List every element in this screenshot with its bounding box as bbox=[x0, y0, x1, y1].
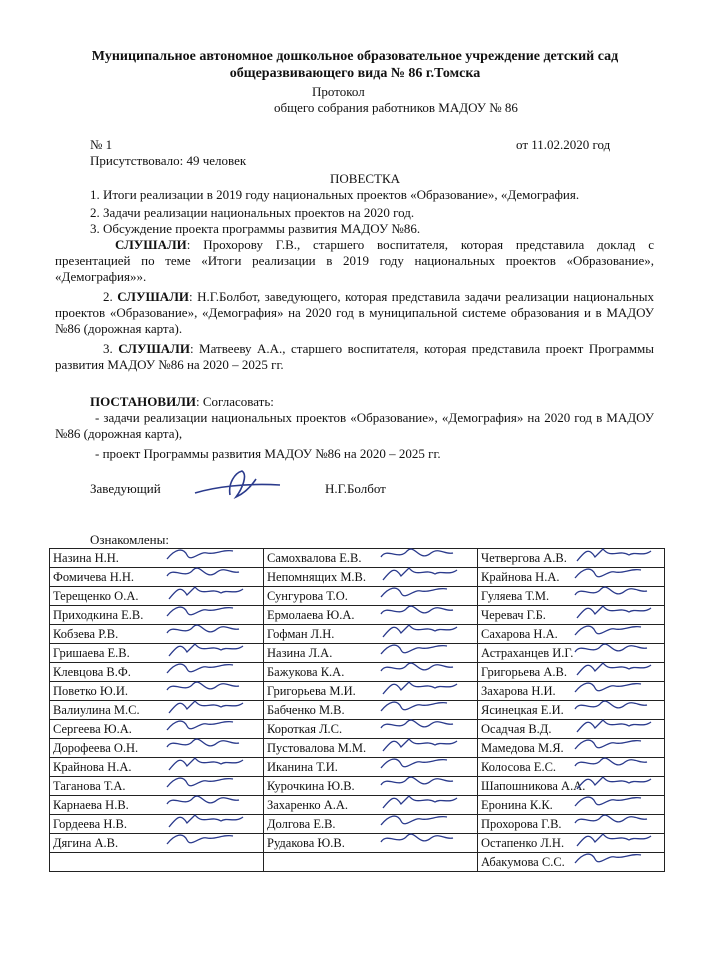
staff-name: Валиулина М.С. bbox=[53, 702, 140, 717]
staff-cell bbox=[264, 682, 478, 701]
staff-cell bbox=[478, 815, 665, 834]
handwritten-signature-icon bbox=[379, 792, 459, 814]
staff-signature-table bbox=[49, 548, 665, 872]
handwritten-signature-icon bbox=[573, 792, 653, 814]
staff-name: Шапошникова А.А. bbox=[481, 778, 586, 793]
staff-cell bbox=[264, 834, 478, 853]
acquainted-label: Ознакомлены: bbox=[90, 532, 169, 547]
handwritten-signature-icon bbox=[165, 754, 245, 776]
staff-name: Абакумова С.С. bbox=[481, 854, 565, 869]
agenda-title: ПОВЕСТКА bbox=[330, 171, 401, 186]
staff-cell bbox=[50, 663, 264, 682]
staff-cell bbox=[264, 568, 478, 587]
staff-name: Сахарова Н.А. bbox=[481, 626, 558, 641]
staff-name: Таганова Т.А. bbox=[53, 778, 126, 793]
staff-name: Кобзева Р.В. bbox=[53, 626, 119, 641]
handwritten-signature-icon bbox=[165, 811, 245, 833]
handwritten-signature-icon bbox=[573, 678, 653, 700]
staff-cell bbox=[264, 815, 478, 834]
handwritten-signature-icon bbox=[379, 659, 459, 681]
staff-name: Короткая Л.С. bbox=[267, 721, 343, 736]
staff-cell bbox=[264, 606, 478, 625]
handwritten-signature-icon bbox=[573, 697, 653, 719]
staff-cell bbox=[478, 568, 665, 587]
staff-cell bbox=[50, 568, 264, 587]
table-row bbox=[50, 815, 665, 834]
staff-cell bbox=[264, 587, 478, 606]
staff-name: Долгова Е.В. bbox=[267, 816, 336, 831]
staff-name: Сергеева Ю.А. bbox=[53, 721, 132, 736]
handwritten-signature-icon bbox=[379, 697, 459, 719]
staff-name: Гофман Л.Н. bbox=[267, 626, 335, 641]
staff-cell bbox=[264, 644, 478, 663]
staff-cell bbox=[264, 663, 478, 682]
staff-name: Черевач Г.Б. bbox=[481, 607, 546, 622]
handwritten-signature-icon bbox=[573, 811, 653, 833]
staff-name: Самохвалова Е.В. bbox=[267, 550, 362, 565]
handwritten-signature-icon bbox=[165, 602, 245, 624]
handwritten-signature-icon bbox=[573, 849, 653, 871]
staff-name: Непомнящих М.В. bbox=[267, 569, 367, 584]
staff-name: Поветко Ю.И. bbox=[53, 683, 129, 698]
staff-name: Захаренко А.А. bbox=[267, 797, 349, 812]
handwritten-signature-icon bbox=[165, 792, 245, 814]
staff-name: Клевцова В.Ф. bbox=[53, 664, 131, 679]
staff-cell bbox=[478, 739, 665, 758]
staff-cell bbox=[50, 720, 264, 739]
resolved-item: - задачи реализации национальных проектов «Образование», «Демография» на 2020 год в МАДОУ №86 (дорожная карта), bbox=[55, 410, 654, 441]
handwritten-signature-icon bbox=[165, 830, 245, 852]
staff-cell bbox=[50, 796, 264, 815]
staff-cell bbox=[264, 720, 478, 739]
staff-cell bbox=[264, 701, 478, 720]
handwritten-signature-icon bbox=[379, 811, 459, 833]
handwritten-signature-icon bbox=[165, 564, 245, 586]
staff-name: Терещенко О.А. bbox=[53, 588, 139, 603]
staff-cell bbox=[50, 587, 264, 606]
staff-name: Карнаева Н.В. bbox=[53, 797, 129, 812]
handwritten-signature-icon bbox=[165, 640, 245, 662]
table-row bbox=[50, 587, 665, 606]
handwritten-signature-icon bbox=[379, 678, 459, 700]
handwritten-signature-icon bbox=[573, 735, 653, 757]
protocol-date: от 11.02.2020 год bbox=[516, 137, 611, 152]
handwritten-signature-icon bbox=[379, 583, 459, 605]
staff-name: Осадчая В.Д. bbox=[481, 721, 552, 736]
staff-cell bbox=[478, 758, 665, 777]
staff-name: Ермолаева Ю.А. bbox=[267, 607, 355, 622]
institution-name-line2: общеразвивающего вида № 86 г.Томска bbox=[229, 66, 481, 81]
head-role: Заведующий bbox=[90, 481, 161, 496]
staff-cell bbox=[50, 549, 264, 568]
handwritten-signature-icon bbox=[379, 545, 459, 567]
handwritten-signature-icon bbox=[573, 754, 653, 776]
staff-name: Захарова Н.И. bbox=[481, 683, 556, 698]
table-row bbox=[50, 625, 665, 644]
protocol-subtitle: общего собрания работников МАДОУ № 86 bbox=[274, 100, 518, 115]
table-row bbox=[50, 777, 665, 796]
handwritten-signature-icon bbox=[573, 564, 653, 586]
staff-cell bbox=[478, 853, 665, 872]
staff-cell bbox=[264, 796, 478, 815]
staff-cell bbox=[478, 644, 665, 663]
staff-cell bbox=[478, 777, 665, 796]
table-row bbox=[50, 663, 665, 682]
staff-name: Еронина К.К. bbox=[481, 797, 553, 812]
handwritten-signature-icon bbox=[379, 564, 459, 586]
handwritten-signature-icon bbox=[165, 621, 245, 643]
table-row bbox=[50, 701, 665, 720]
staff-name: Дорофеева О.Н. bbox=[53, 740, 139, 755]
staff-name: Назина Н.Н. bbox=[53, 550, 119, 565]
handwritten-signature-icon bbox=[379, 716, 459, 738]
staff-cell bbox=[478, 663, 665, 682]
staff-name: Крайнова Н.А. bbox=[53, 759, 132, 774]
table-row bbox=[50, 568, 665, 587]
staff-cell bbox=[50, 758, 264, 777]
attendance: Присутствовало: 49 человек bbox=[90, 153, 247, 168]
table-row bbox=[50, 758, 665, 777]
resolved-heading: ПОСТАНОВИЛИ: Согласовать: bbox=[90, 394, 274, 409]
handwritten-signature-icon bbox=[165, 735, 245, 757]
staff-name: Гордеева Н.В. bbox=[53, 816, 127, 831]
staff-name: Гришаева Е.В. bbox=[53, 645, 130, 660]
table-row bbox=[50, 682, 665, 701]
heard-label: СЛУШАЛИ bbox=[118, 341, 190, 356]
staff-cell bbox=[50, 777, 264, 796]
staff-name: Назина Л.А. bbox=[267, 645, 333, 660]
table-row bbox=[50, 853, 665, 872]
staff-name: Колосова Е.С. bbox=[481, 759, 557, 774]
staff-name: Григорьева М.И. bbox=[267, 683, 356, 698]
table-row bbox=[50, 796, 665, 815]
handwritten-signature-icon bbox=[379, 602, 459, 624]
handwritten-signature-icon bbox=[573, 716, 653, 738]
staff-cell bbox=[50, 701, 264, 720]
staff-cell bbox=[478, 587, 665, 606]
handwritten-signature-icon bbox=[573, 659, 653, 681]
handwritten-signature-icon bbox=[379, 773, 459, 795]
staff-name: Бажукова К.А. bbox=[267, 664, 345, 679]
handwritten-signature-icon bbox=[573, 621, 653, 643]
staff-cell bbox=[478, 625, 665, 644]
staff-name: Фомичева Н.Н. bbox=[53, 569, 135, 584]
handwritten-signature-icon bbox=[573, 830, 653, 852]
staff-name: Рудакова Ю.В. bbox=[267, 835, 345, 850]
handwritten-signature-icon bbox=[165, 697, 245, 719]
handwritten-signature-icon bbox=[379, 754, 459, 776]
staff-cell bbox=[50, 682, 264, 701]
table-row bbox=[50, 739, 665, 758]
protocol-title: Протокол bbox=[312, 84, 365, 99]
handwritten-signature-icon bbox=[379, 621, 459, 643]
staff-name: Бабченко М.В. bbox=[267, 702, 345, 717]
table-row bbox=[50, 834, 665, 853]
handwritten-signature-icon bbox=[165, 678, 245, 700]
staff-cell bbox=[264, 777, 478, 796]
table-row bbox=[50, 720, 665, 739]
staff-cell bbox=[50, 834, 264, 853]
institution-name-line1: Муниципальное автономное дошкольное образовательное учреждение детский сад bbox=[91, 49, 619, 64]
heard-paragraph-2: 2. СЛУШАЛИ: Н.Г.Болбот, заведующего, которая представила задачи реализации национальных проектов «Образование», «Демография» на 2020 год в муниципальной системе образования и в МАДОУ №86 (дорожная карта). bbox=[55, 289, 654, 336]
heard-paragraph-3: 3. СЛУШАЛИ: Матвееву А.А., старшего воспитателя, которая представила проект Программы развития МАДОУ №86 на 2020 – 2025 гг. bbox=[55, 341, 655, 372]
agenda-item: 2. Задачи реализации национальных проектов на 2020 год. bbox=[90, 205, 415, 220]
staff-cell bbox=[478, 720, 665, 739]
staff-name: Крайнова Н.А. bbox=[481, 569, 560, 584]
staff-name: Приходкина Е.В. bbox=[53, 607, 144, 622]
staff-name: Сунгурова Т.О. bbox=[267, 588, 348, 603]
staff-cell bbox=[50, 815, 264, 834]
staff-cell bbox=[264, 549, 478, 568]
staff-cell bbox=[478, 549, 665, 568]
staff-cell bbox=[50, 606, 264, 625]
staff-name: Ясинецкая Е.И. bbox=[481, 702, 564, 717]
staff-name: Четвергова А.В. bbox=[481, 550, 567, 565]
staff-name: Гуляева Т.М. bbox=[481, 588, 550, 603]
heard-label: СЛУШАЛИ bbox=[117, 289, 189, 304]
handwritten-signature-icon bbox=[379, 830, 459, 852]
staff-name: Курочкина Ю.В. bbox=[267, 778, 355, 793]
table-row bbox=[50, 606, 665, 625]
resolved-item: - проект Программы развития МАДОУ №86 на 2020 – 2025 гг. bbox=[95, 446, 441, 461]
staff-cell bbox=[50, 644, 264, 663]
agenda-item: 3. Обсуждение проекта программы развития МАДОУ №86. bbox=[90, 221, 421, 236]
staff-cell bbox=[264, 853, 478, 872]
staff-cell bbox=[264, 625, 478, 644]
handwritten-signature-icon bbox=[379, 735, 459, 757]
staff-name: Иканина Т.И. bbox=[267, 759, 338, 774]
agenda-item: 1. Итоги реализации в 2019 году национальных проектов «Образование», «Демография. bbox=[90, 187, 580, 202]
handwritten-signature-icon bbox=[573, 640, 653, 662]
head-name: Н.Г.Болбот bbox=[325, 481, 386, 496]
handwritten-signature-icon bbox=[573, 583, 653, 605]
staff-name: Астраханцев И.Г. bbox=[481, 645, 574, 660]
handwritten-signature-icon bbox=[165, 773, 245, 795]
staff-cell bbox=[478, 701, 665, 720]
handwritten-signature-icon bbox=[379, 640, 459, 662]
heard-label: СЛУШАЛИ bbox=[115, 237, 187, 252]
handwritten-signature-icon bbox=[165, 716, 245, 738]
heard-paragraph-1: СЛУШАЛИ: Прохорову Г.В., старшего воспитателя, которая представила доклад с презентацией по теме «Итоги реализации в 2019 году национальных проектов «Образование», «Демография»». bbox=[55, 237, 654, 284]
staff-cell bbox=[50, 739, 264, 758]
staff-cell bbox=[50, 853, 264, 872]
staff-name: Дягина А.В. bbox=[53, 835, 119, 850]
staff-name: Прохорова Г.В. bbox=[481, 816, 562, 831]
staff-cell bbox=[478, 682, 665, 701]
staff-name: Григорьева А.В. bbox=[481, 664, 567, 679]
handwritten-signature-icon bbox=[573, 602, 653, 624]
handwritten-signature-icon bbox=[165, 545, 245, 567]
handwritten-signature-icon bbox=[165, 583, 245, 605]
staff-name: Мамедова М.Я. bbox=[481, 740, 564, 755]
handwritten-signature-icon bbox=[573, 545, 653, 567]
staff-cell bbox=[478, 834, 665, 853]
staff-cell bbox=[264, 739, 478, 758]
protocol-number: № 1 bbox=[90, 137, 113, 152]
staff-cell bbox=[478, 606, 665, 625]
table-row bbox=[50, 644, 665, 663]
staff-name: Пустовалова М.М. bbox=[267, 740, 367, 755]
staff-name: Остапенко Л.Н. bbox=[481, 835, 565, 850]
staff-cell bbox=[50, 625, 264, 644]
handwritten-signature-icon bbox=[165, 659, 245, 681]
table-row bbox=[50, 549, 665, 568]
head-signature-icon bbox=[190, 465, 285, 505]
staff-cell bbox=[478, 796, 665, 815]
staff-cell bbox=[264, 758, 478, 777]
